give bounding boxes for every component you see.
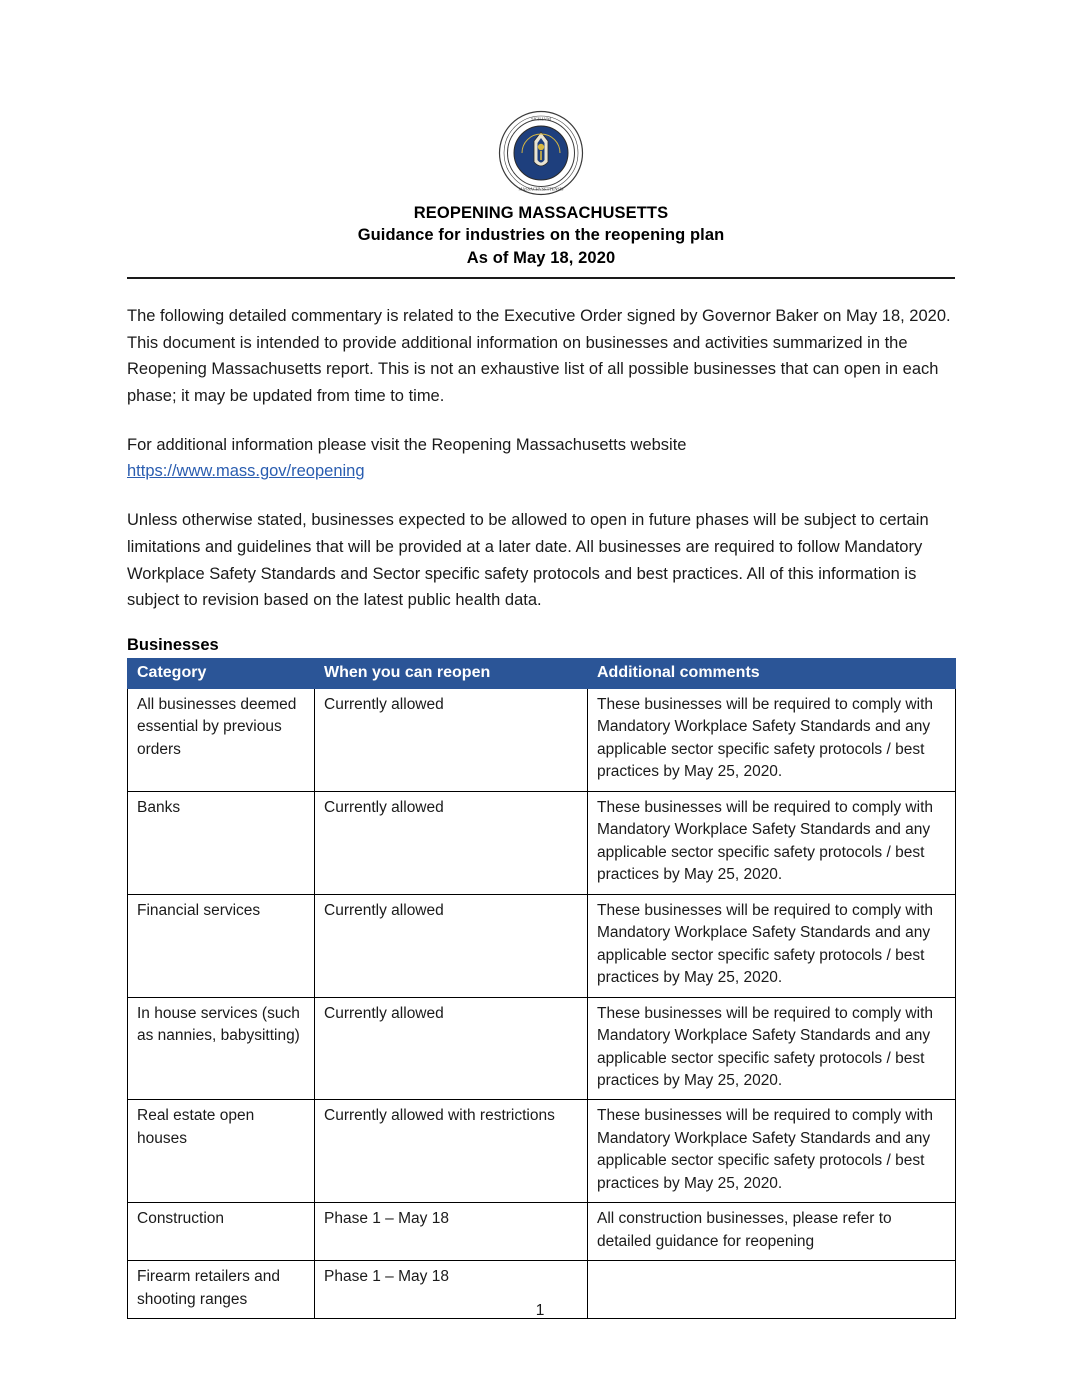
- cell-reopen: Phase 1 – May 18: [315, 1261, 588, 1319]
- additional-info-paragraph: [127, 432, 955, 485]
- cell-category: Construction: [128, 1203, 315, 1261]
- page-date: As of May 18, 2020: [466, 248, 616, 267]
- table-row: [128, 1100, 956, 1203]
- cell-comments: These businesses will be required to comply with Mandatory Workplace Safety Standards and any applicable sector specific safety protocols / best practices by May 25, 2020.: [588, 1100, 956, 1203]
- cell-comments: These businesses will be required to comply with Mandatory Workplace Safety Standards and any applicable sector specific safety protocols / best practices by May 25, 2020.: [588, 791, 956, 894]
- cell-category: Firearm retailers and shooting ranges: [128, 1261, 315, 1319]
- cell-category: All businesses deemed essential by previous orders: [128, 688, 315, 791]
- massachusetts-state-seal-icon: [498, 110, 584, 196]
- table-header-row: [128, 658, 956, 688]
- document-header: [127, 202, 955, 269]
- page-number: 1: [535, 1302, 545, 1319]
- cell-comments: These businesses will be required to comply with Mandatory Workplace Safety Standards and any applicable sector specific safety protocols / best practices by May 25, 2020.: [588, 997, 956, 1100]
- table-row: [128, 894, 956, 997]
- cell-reopen: Currently allowed: [315, 688, 588, 791]
- svg-text:MASSACHVSETTENSIS: MASSACHVSETTENSIS: [518, 186, 564, 192]
- cell-category: Banks: [128, 791, 315, 894]
- cell-comments: All construction businesses, please refer to detailed guidance for reopening: [588, 1203, 956, 1261]
- cell-reopen: Currently allowed: [315, 894, 588, 997]
- table-row: [128, 1203, 956, 1261]
- reopening-website-link[interactable]: https://www.mass.gov/reopening: [127, 462, 365, 481]
- column-header-when-you-can-reopen: When you can reopen: [315, 658, 588, 688]
- table-row: [128, 791, 956, 894]
- page-subtitle: Guidance for industries on the reopening plan: [357, 226, 725, 245]
- businesses-section-label: Businesses: [127, 635, 219, 654]
- intro-paragraph: The following detailed commentary is related to the Executive Order signed by Governor Baker on May 18, 2020. This document is intended to provide additional information on businesses and activities summarized in the Reopening Massachusetts report. This is not an exhaustive list of all possible businesses that can open in each phase; it may be updated from time to time.: [127, 306, 951, 405]
- cell-reopen: Phase 1 – May 18: [315, 1203, 588, 1261]
- cell-reopen: Currently allowed: [315, 997, 588, 1100]
- table-row: [128, 997, 956, 1100]
- businesses-table: [127, 658, 956, 1319]
- table-row: [128, 688, 956, 791]
- column-header-additional-comments: Additional comments: [588, 658, 956, 688]
- additional-info-text: For additional information please visit the Reopening Massachusetts website: [127, 435, 687, 454]
- cell-category: Financial services: [128, 894, 315, 997]
- header-divider: [127, 277, 955, 279]
- svg-text:SIGILLVM: SIGILLVM: [531, 116, 551, 122]
- cell-reopen: Currently allowed with restrictions: [315, 1100, 588, 1203]
- page-title: REOPENING MASSACHUSETTS: [413, 204, 669, 222]
- cell-category: Real estate open houses: [128, 1100, 315, 1203]
- future-phases-paragraph: Unless otherwise stated, businesses expected to be allowed to open in future phases will be subject to certain limitations and guidelines that will be provided at a later date. All businesses are required to follow Mandatory Workplace Safety Standards and Sector specific safety protocols and best practices. All of this information is subject to revision based on the latest public health data.: [127, 511, 929, 610]
- cell-category: In house services (such as nannies, babysitting): [128, 997, 315, 1100]
- cell-comments: These businesses will be required to comply with Mandatory Workplace Safety Standards and any applicable sector specific safety protocols / best practices by May 25, 2020.: [588, 894, 956, 997]
- cell-reopen: Currently allowed: [315, 791, 588, 894]
- cell-comments: These businesses will be required to comply with Mandatory Workplace Safety Standards and any applicable sector specific safety protocols / best practices by May 25, 2020.: [588, 688, 956, 791]
- column-header-category: Category: [128, 658, 315, 688]
- seal-container: [127, 110, 955, 196]
